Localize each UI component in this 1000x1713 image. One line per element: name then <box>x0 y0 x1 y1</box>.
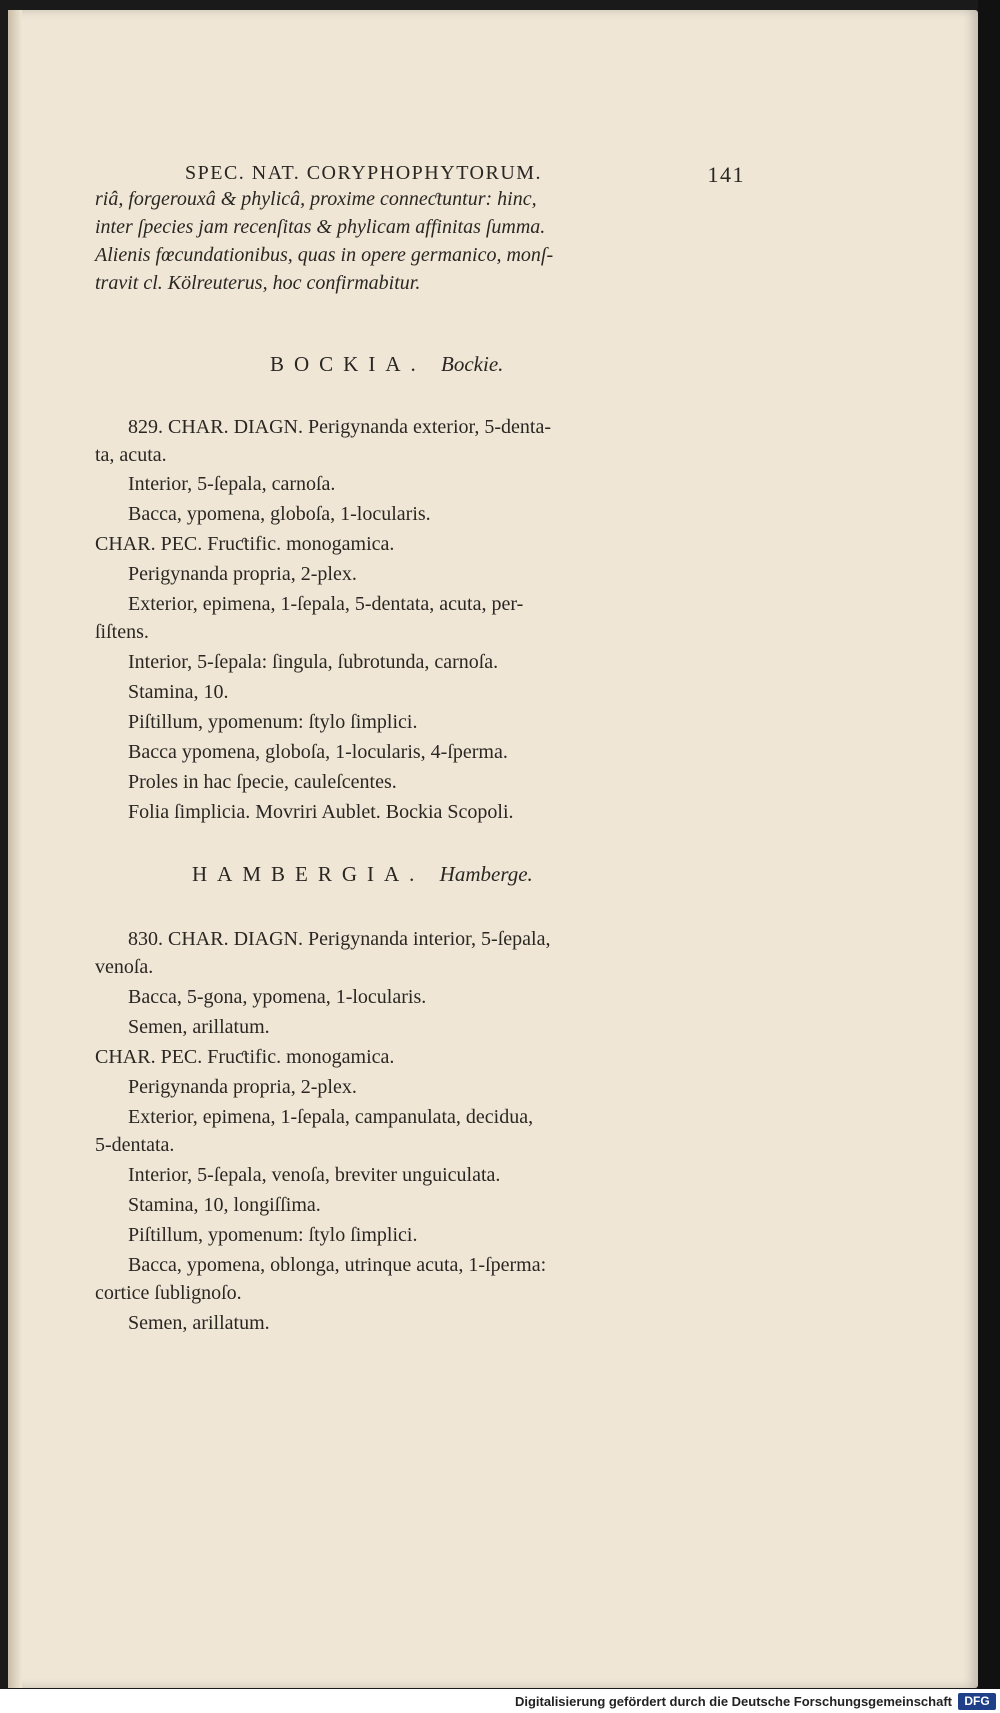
genus-name: BOCKIA. <box>270 352 426 376</box>
intro-line: inter ſpecies jam recenſitas & phylicam affinitas ſumma. <box>95 216 546 238</box>
text-line: 5-dentata. <box>95 1134 175 1156</box>
text-line: Proles in hac ſpecie, cauleſcentes. <box>128 771 397 793</box>
text-line: Stamina, 10, longiſſima. <box>128 1194 321 1216</box>
text-line: Interior, 5-ſepala, carnoſa. <box>128 473 336 495</box>
footer-text: Digitalisierung gefördert durch die Deutsche Forschungsgemeinschaft <box>514 1694 952 1709</box>
section-heading-bockia <box>270 352 503 377</box>
text-line: Stamina, 10. <box>128 681 229 703</box>
genus-name: HAMBERGIA. <box>192 862 425 886</box>
text-line: Bacca ypomena, globoſa, 1-locularis, 4-ſperma. <box>128 741 508 763</box>
text-line: Folia ſimplicia. Movriri Aublet. Bockia Scopoli. <box>128 801 514 823</box>
text-line: Exterior, epimena, 1-ſepala, 5-dentata, acuta, per- <box>128 593 524 615</box>
header-title: SPEC. NAT. CORYPHOPHYTORUM. <box>185 162 543 184</box>
text-line: Piſtillum, ypomenum: ſtylo ſimplici. <box>128 711 418 733</box>
text-line: Bacca, ypomena, oblonga, utrinque acuta, 1-ſperma: <box>128 1254 547 1276</box>
intro-line: travit cl. Kölreuterus, hoc confirmabitur. <box>95 272 421 294</box>
text-line: Bacca, 5-gona, ypomena, 1-locularis. <box>128 986 427 1008</box>
page-number: 141 <box>707 162 745 187</box>
running-header <box>185 162 745 185</box>
text-line: Exterior, epimena, 1-ſepala, campanulata, decidua, <box>128 1106 534 1128</box>
text-line: ta, acuta. <box>95 444 167 466</box>
dfg-logo: DFG <box>958 1693 996 1710</box>
text-line: Semen, arillatum. <box>128 1016 270 1038</box>
page-spine-shadow <box>8 10 22 1688</box>
text-line: cortice ſublignoſo. <box>95 1282 242 1304</box>
german-name: Bockie. <box>441 352 504 376</box>
text-line: Interior, 5-ſepala, venoſa, breviter unguiculata. <box>128 1164 501 1186</box>
text-line: 829. CHAR. DIAGN. Perigynanda exterior, 5-denta- <box>128 416 551 438</box>
intro-line: riâ, forgerouxâ & phylicâ, proxime conneƈtuntur: hinc, <box>95 188 537 210</box>
text-line: Semen, arillatum. <box>128 1312 270 1334</box>
text-line: Piſtillum, ypomenum: ſtylo ſimplici. <box>128 1224 418 1246</box>
text-line: Interior, 5-ſepala: ſingula, ſubrotunda, carnoſa. <box>128 651 499 673</box>
text-line: ſiſtens. <box>95 621 149 643</box>
text-line: venoſa. <box>95 956 154 978</box>
text-line: Bacca, ypomena, globoſa, 1-locularis. <box>128 503 431 525</box>
section-heading-hambergia <box>192 862 533 887</box>
text-line: CHAR. PEC. Fruƈtific. monogamica. <box>95 1046 395 1068</box>
text-line: Perigynanda propria, 2-plex. <box>128 563 357 585</box>
german-name: Hamberge. <box>439 862 533 886</box>
text-line: Perigynanda propria, 2-plex. <box>128 1076 357 1098</box>
intro-line: Alienis fœcundationibus, quas in opere germanico, monſ- <box>95 244 554 266</box>
scan-border <box>978 0 1000 1713</box>
text-line: CHAR. PEC. Fruƈtific. monogamica. <box>95 533 395 555</box>
text-line: 830. CHAR. DIAGN. Perigynanda interior, 5-ſepala, <box>128 928 551 950</box>
